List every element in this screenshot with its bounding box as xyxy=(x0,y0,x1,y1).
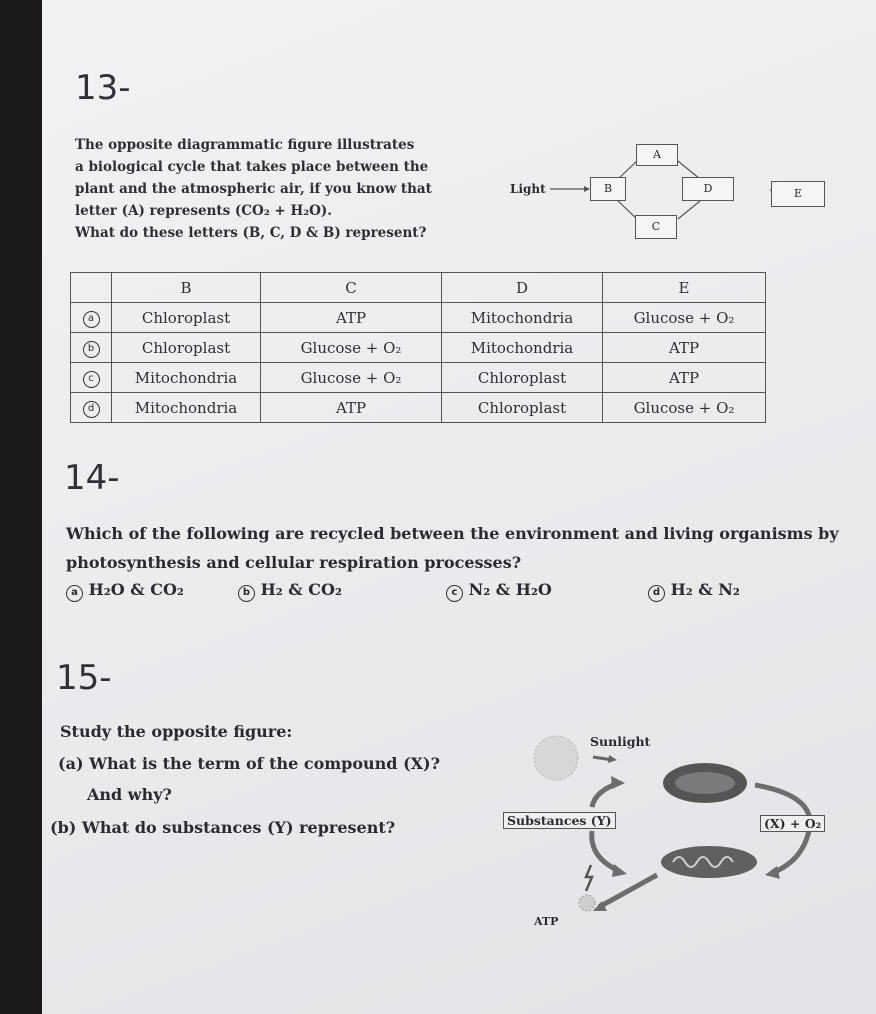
diagram-box-d: D xyxy=(682,177,734,201)
question-14-line: photosynthesis and cellular respiration processes? xyxy=(66,553,522,572)
q14-option-c[interactable] xyxy=(446,580,552,602)
table-cell: Chloroplast xyxy=(112,303,261,333)
answer-table xyxy=(70,272,766,423)
figure-substances-label: Substances (Y) xyxy=(503,812,616,829)
question-13-number: 13- xyxy=(75,68,131,108)
question-13-line: What do these letters (B, C, D & B) represent? xyxy=(75,225,427,241)
option-d-circle[interactable]: d xyxy=(648,585,665,602)
table-header-cell: E xyxy=(603,273,766,303)
table-header-cell xyxy=(71,273,112,303)
table-cell: Mitochondria xyxy=(442,303,603,333)
diagram-box-b: B xyxy=(590,177,626,201)
table-cell: ATP xyxy=(261,393,442,423)
diagram-box-c: C xyxy=(635,215,677,239)
table-cell: Chloroplast xyxy=(112,333,261,363)
table-cell: Glucose + O₂ xyxy=(261,333,442,363)
table-cell: ATP xyxy=(603,363,766,393)
diagram-box-a: A xyxy=(636,144,678,166)
option-a-circle[interactable]: a xyxy=(66,585,83,602)
energy-bolt-icon xyxy=(586,865,592,891)
table-cell: ATP xyxy=(603,333,766,363)
question-13-text xyxy=(75,134,495,244)
option-c-text: N₂ & H₂O xyxy=(468,580,552,599)
table-cell: Chloroplast xyxy=(442,363,603,393)
question-13-line: letter (A) represents (CO₂ + H₂O). xyxy=(75,203,332,219)
option-c-circle[interactable]: c xyxy=(83,371,100,388)
q14-option-a[interactable] xyxy=(66,580,184,602)
option-b-circle[interactable]: b xyxy=(238,585,255,602)
option-c-circle[interactable]: c xyxy=(446,585,463,602)
worksheet-page xyxy=(42,0,876,1014)
table-cell: ATP xyxy=(261,303,442,333)
figure-sunlight-label: Sunlight xyxy=(590,734,651,749)
question-13-line: a biological cycle that takes place between the xyxy=(75,159,429,175)
q14-option-d[interactable] xyxy=(648,580,740,602)
table-row[interactable] xyxy=(71,303,766,333)
table-cell: Glucose + O₂ xyxy=(603,393,766,423)
table-row[interactable] xyxy=(71,363,766,393)
table-cell: Mitochondria xyxy=(442,333,603,363)
option-marker[interactable] xyxy=(71,363,112,393)
question-15-line: Study the opposite figure: xyxy=(60,722,293,741)
option-b-circle[interactable]: b xyxy=(83,341,100,358)
option-marker[interactable] xyxy=(71,303,112,333)
table-cell: Glucose + O₂ xyxy=(261,363,442,393)
figure-atp-label: ATP xyxy=(534,915,559,928)
table-cell: Glucose + O₂ xyxy=(603,303,766,333)
question-15-line: (b) What do substances (Y) represent? xyxy=(50,818,396,837)
question-15-number: 15- xyxy=(56,658,112,698)
q14-option-b[interactable] xyxy=(238,580,342,602)
option-d-circle[interactable]: d xyxy=(83,401,100,418)
question-13-line: The opposite diagrammatic figure illustrates xyxy=(75,137,415,153)
question-14-line: Which of the following are recycled between the environment and living organisms by xyxy=(66,524,839,543)
diagram-light-label: Light xyxy=(510,182,546,196)
question-14-number: 14- xyxy=(64,458,120,498)
sun-icon xyxy=(534,736,578,780)
option-d-text: H₂ & N₂ xyxy=(670,580,740,599)
table-cell: Mitochondria xyxy=(112,363,261,393)
option-marker[interactable] xyxy=(71,393,112,423)
table-cell: Mitochondria xyxy=(112,393,261,423)
table-cell: Chloroplast xyxy=(442,393,603,423)
table-header-cell: D xyxy=(442,273,603,303)
table-header-row xyxy=(71,273,766,303)
figure-x-o2-label: (X) + O₂ xyxy=(760,815,825,832)
question-15-line: (a) What is the term of the compound (X)? xyxy=(58,754,440,773)
option-b-text: H₂ & CO₂ xyxy=(260,580,342,599)
table-row[interactable] xyxy=(71,393,766,423)
table-row[interactable] xyxy=(71,333,766,363)
option-a-circle[interactable]: a xyxy=(83,311,100,328)
question-15-line: And why? xyxy=(87,785,172,804)
option-marker[interactable] xyxy=(71,333,112,363)
question-13-line: plant and the atmospheric air, if you know that xyxy=(75,181,432,197)
option-a-text: H₂O & CO₂ xyxy=(88,580,184,599)
diagram-box-e: E xyxy=(771,181,825,207)
table-header-cell: C xyxy=(261,273,442,303)
table-header-cell: B xyxy=(112,273,261,303)
